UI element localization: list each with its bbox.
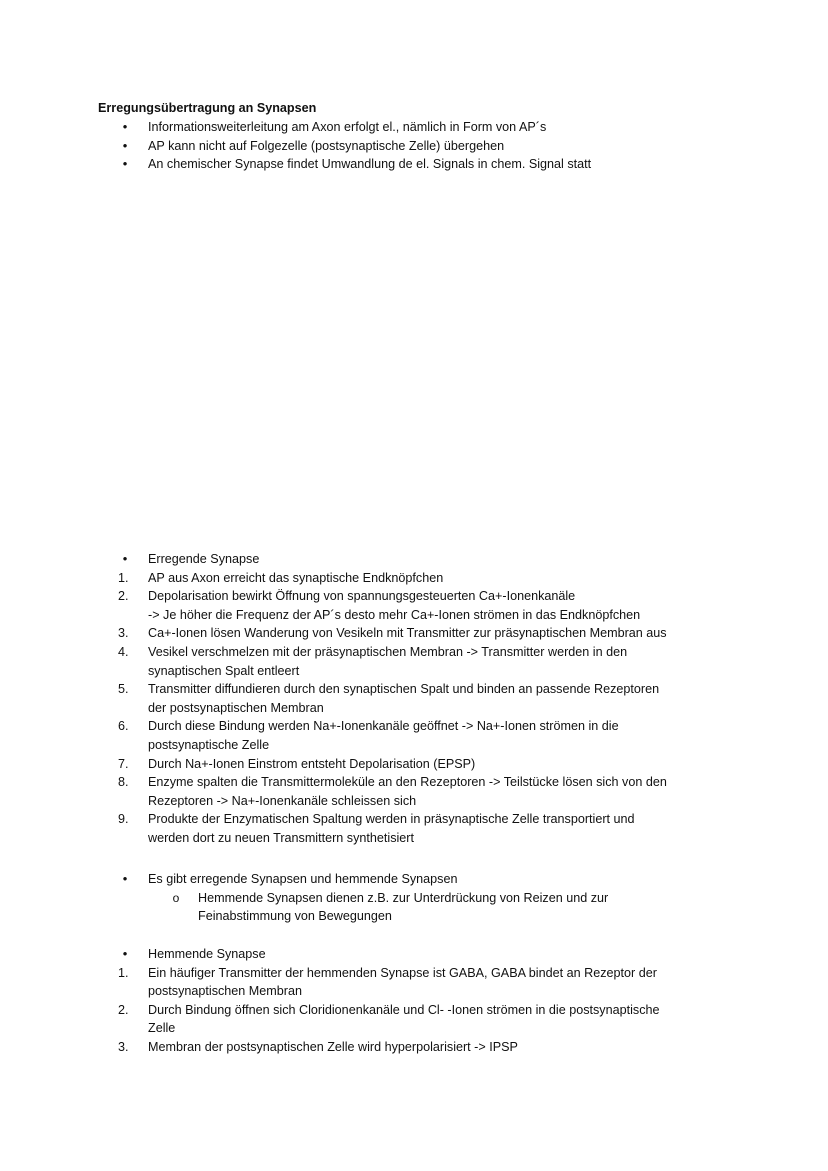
step-number: 3. <box>118 1039 129 1054</box>
step-item-continuation <box>0 736 828 755</box>
step-number: 3. <box>118 626 129 641</box>
step-text: postsynaptischen Membran <box>148 984 303 999</box>
list-item-text: An chemischer Synapse findet Umwandlung de el. Signals in chem. Signal statt <box>148 157 592 172</box>
step-text: Membran der postsynaptischen Zelle wird hyperpolarisiert -> IPSP <box>148 1039 518 1054</box>
step-text: postsynaptische Zelle <box>148 737 270 752</box>
step-text: Durch Na+-Ionen Einstrom entsteht Depolarisation (EPSP) <box>148 756 476 771</box>
section-title-row <box>0 550 828 569</box>
step-text: Durch diese Bindung werden Na+-Ionenkanäle geöffnet -> Na+-Ionen strömen in die <box>148 719 619 734</box>
step-number: 1. <box>118 570 129 585</box>
section-title: Hemmende Synapse <box>148 947 266 961</box>
step-text: Transmitter diffundieren durch den synaptischen Spalt und binden an passende Rezeptoren <box>148 682 660 697</box>
step-text: Produkte der Enzymatischen Spaltung werden in präsynaptische Zelle transportiert und <box>148 812 635 827</box>
step-text: Durch Bindung öffnen sich Cloridionenkanäle und Cl- -Ionen strömen in die postsynaptische <box>148 1002 660 1017</box>
section-title: Erregende Synapse <box>148 552 260 566</box>
step-number: 7. <box>118 756 129 771</box>
step-text: Ca+-Ionen lösen Wanderung von Vesikeln mit Transmitter zur präsynaptischen Membran aus <box>148 626 667 641</box>
page-title: Erregungsübertragung an Synapsen <box>98 101 317 115</box>
step-item-continuation <box>0 792 828 811</box>
step-item-continuation <box>0 829 828 848</box>
bullet-icon: • <box>122 156 128 172</box>
step-text: Depolarisation bewirkt Öffnung von spannungsgesteuerten Ca+-Ionenkanäle <box>148 589 576 604</box>
step-text: Zelle <box>148 1021 176 1036</box>
step-item <box>0 810 828 829</box>
step-item <box>0 1038 828 1057</box>
step-number: 2. <box>118 1002 129 1017</box>
list-item-text: Informationsweiterleitung am Axon erfolgt el., nämlich in Form von AP´s <box>148 120 547 134</box>
step-number: 9. <box>118 812 129 827</box>
sub-list-item-text: Feinabstimmung von Bewegungen <box>198 909 392 924</box>
step-item <box>0 680 828 699</box>
list-item <box>0 870 828 889</box>
step-item-continuation <box>0 606 828 625</box>
intro-list <box>0 118 828 174</box>
step-item <box>0 773 828 792</box>
bullet-icon: • <box>122 551 128 566</box>
list-item <box>0 155 828 174</box>
step-number: 1. <box>118 965 129 980</box>
step-number: 6. <box>118 719 129 734</box>
list-item-text: Es gibt erregende Synapsen und hemmende Synapsen <box>148 872 458 886</box>
step-text: Enzyme spalten die Transmittermoleküle an den Rezeptoren -> Teilstücke lösen sich von den <box>148 775 667 790</box>
bullet-icon: • <box>122 119 128 134</box>
step-item <box>0 717 828 736</box>
step-number: 4. <box>118 644 129 659</box>
step-item-continuation <box>0 699 828 718</box>
step-item <box>0 964 828 983</box>
hollow-bullet-icon: o <box>172 890 180 905</box>
step-text: werden dort zu neuen Transmittern synthetisiert <box>148 830 414 845</box>
sub-list-item-text: Hemmende Synapsen dienen z.B. zur Unterdrückung von Reizen und zur <box>198 890 609 905</box>
step-text: -> Je höher die Frequenz der AP´s desto mehr Ca+-Ionen strömen in das Endknöpfchen <box>148 607 641 622</box>
excitatory-synapse-section <box>0 550 828 848</box>
step-number: 2. <box>118 589 129 604</box>
sub-list-item <box>0 889 828 908</box>
step-item <box>0 569 828 588</box>
step-item <box>0 643 828 662</box>
step-text: der postsynaptischen Membran <box>148 700 324 715</box>
step-text: synaptischen Spalt entleert <box>148 663 300 678</box>
step-item <box>0 1001 828 1020</box>
step-text: Ein häufiger Transmitter der hemmenden Synapse ist GABA, GABA bindet an Rezeptor der <box>148 965 657 980</box>
step-item <box>0 755 828 774</box>
bullet-icon: • <box>122 871 128 886</box>
list-item <box>0 137 828 156</box>
bullet-icon: • <box>122 946 128 961</box>
step-text: Rezeptoren -> Na+-Ionenkanäle schleissen sich <box>148 793 417 808</box>
inhibitory-synapse-section <box>0 945 828 1057</box>
step-number: 8. <box>118 775 129 790</box>
step-item-continuation <box>0 982 828 1001</box>
step-text: AP aus Axon erreicht das synaptische Endknöpfchen <box>148 570 444 585</box>
step-item-continuation <box>0 1019 828 1038</box>
section-title-row <box>0 945 828 964</box>
list-item <box>0 118 828 137</box>
synapse-types-section <box>0 870 828 926</box>
step-item-continuation <box>0 662 828 681</box>
step-text: Vesikel verschmelzen mit der präsynaptischen Membran -> Transmitter werden in den <box>148 644 628 659</box>
sub-list-item-continuation <box>0 907 828 926</box>
step-number: 5. <box>118 682 129 697</box>
list-item-text: AP kann nicht auf Folgezelle (postsynaptische Zelle) übergehen <box>148 138 505 153</box>
bullet-icon: • <box>122 137 128 153</box>
step-item <box>0 587 828 606</box>
step-item <box>0 624 828 643</box>
